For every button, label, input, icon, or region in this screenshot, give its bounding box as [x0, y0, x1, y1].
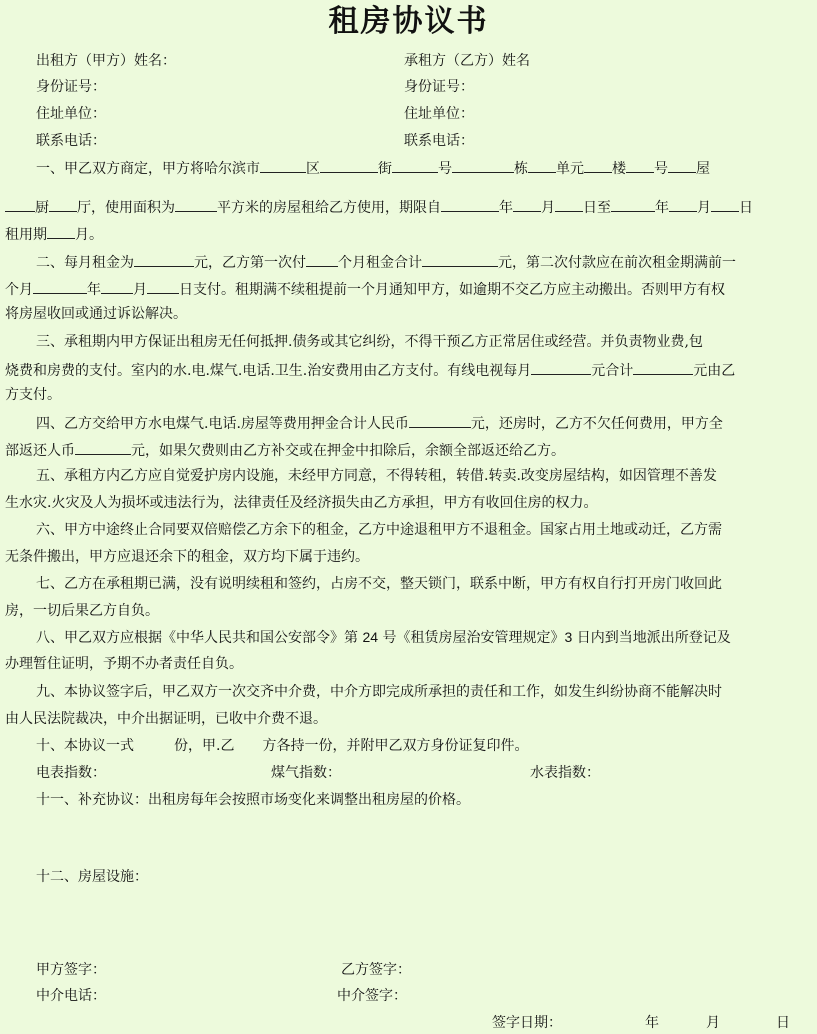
blank-room-number — [626, 158, 654, 173]
clause-1-line-3 — [5, 224, 103, 244]
sign-date-year: 年 — [645, 1015, 659, 1031]
clause-9-line-1: 九、本协议签字后，甲乙双方一次交齐中介费，中介方即完成所承担的责任和工作，如发生纠纷协商不能解决时 — [36, 684, 722, 700]
clause-3-line-2 — [5, 360, 735, 380]
clause-1-line-1 — [36, 158, 710, 178]
clause-text: 元合计 — [591, 363, 634, 379]
clause-9-line-2: 由人民法院裁决，中介出据证明，已收中介费不退。 — [5, 711, 327, 727]
blank-cable-monthly — [531, 360, 591, 375]
clause-text: 月 — [133, 282, 147, 298]
clause-text: 号 — [654, 161, 668, 177]
clause-12: 十二、房屋设施： — [36, 869, 148, 885]
clause-8-line-1 — [36, 628, 731, 647]
clause-text: 年 — [655, 200, 669, 216]
clause-8-line-2: 办理暂住证明，予期不办者责任自负。 — [5, 656, 243, 672]
clause-text: 号 — [438, 161, 452, 177]
clause-11: 十一、补充协议：出租房每年会按照市场变化来调整出租房屋的价格。 — [36, 792, 470, 808]
clause-text: 月 — [697, 200, 711, 216]
clause-text: 租用期 — [5, 227, 47, 243]
clause-text: 个月 — [5, 282, 33, 298]
blank-refund — [75, 440, 131, 455]
clause-text: 日 — [739, 200, 753, 216]
clause-1-line-2 — [5, 197, 753, 217]
blank-floor — [584, 158, 612, 173]
blank-street — [320, 158, 378, 173]
sign-date-month: 月 — [706, 1015, 720, 1031]
clause-text: 元，第二次付款应在前次租金期满前一 — [498, 255, 736, 271]
electric-meter-label: 电表指数： — [36, 765, 106, 781]
party-a-signature-label: 甲方签字： — [36, 962, 106, 978]
clause-5-line-2: 生水灾.火灾及人为损坏或违法行为，法律责任及经济损失由乙方承担，甲方有收回住房的权力。 — [5, 495, 598, 511]
clause-text: 厨 — [35, 200, 49, 216]
blank-kitchen — [5, 197, 35, 212]
clause-10 — [36, 737, 528, 755]
clause-3-line-3: 方支付。 — [5, 387, 61, 403]
blank-building — [452, 158, 514, 173]
clause-6-line-1: 六、甲方中途终止合同要双倍赔偿乙方余下的租金，乙方中途退租甲方不退租金。国家占用土地或动迁，乙方需 — [36, 522, 722, 538]
blank-monthly-rent — [134, 252, 194, 267]
blank-end-month — [669, 197, 697, 212]
clause-text: 日内到当地派出所登记及 — [572, 630, 731, 646]
clause-text: 街 — [378, 161, 392, 177]
blank-area — [175, 197, 217, 212]
lessee-phone-label: 联系电话： — [404, 133, 474, 149]
clause-text: 年 — [87, 282, 101, 298]
clause-2-line-3: 将房屋收回或通过诉讼解决。 — [5, 306, 187, 322]
blank-hall — [49, 197, 77, 212]
clause-text: 方各持一份，并附甲乙双方身份证复印件。 — [262, 738, 529, 754]
lessor-id-label: 身份证号： — [36, 79, 106, 95]
days-number: 3 — [564, 629, 573, 645]
gas-meter-label: 煤气指数： — [271, 765, 341, 781]
lessor-phone-label: 联系电话： — [36, 133, 106, 149]
blank-first-months — [306, 252, 338, 267]
blank-start-year — [441, 197, 499, 212]
clause-4-line-1 — [36, 413, 723, 433]
blank-deposit — [409, 413, 471, 428]
blank-start-month — [513, 197, 541, 212]
clause-text: 屋 — [696, 161, 710, 177]
clause-7-line-2: 房，一切后果乙方自负。 — [5, 603, 159, 619]
blank-pay-month — [101, 279, 133, 294]
blank-cable-total — [633, 360, 693, 375]
clause-text: 元由乙 — [693, 363, 736, 379]
blank-district — [260, 158, 306, 173]
blank-start-day — [555, 197, 583, 212]
clause-text: 一、甲乙双方商定，甲方将哈尔滨市 — [36, 161, 260, 177]
clause-4-line-2 — [5, 440, 565, 460]
clause-2-line-2 — [5, 279, 725, 299]
clause-3-line-1: 三、承租期内甲方保证出租房无任何抵押.债务或其它纠纷，不得干预乙方正常居住或经营。并负责物业费,包 — [36, 334, 703, 350]
clause-text: 日支付。租期满不续租提前一个月通知甲方，如逾期不交乙方应主动搬出。否则甲方有权 — [179, 282, 725, 298]
agent-signature-label: 中介签字： — [337, 988, 407, 1004]
clause-text: 份，甲.乙 — [174, 738, 235, 754]
clause-6-line-2: 无条件搬出，甲方应退还余下的租金，双方均下属于违约。 — [5, 549, 369, 565]
blank-pay-day — [147, 279, 179, 294]
lessee-address-label: 住址单位： — [404, 106, 474, 122]
clause-text: 区 — [306, 161, 320, 177]
blank-first-total — [422, 252, 498, 267]
clause-text: 四、乙方交给甲方水电煤气.电话.房屋等费用押金合计人民币 — [36, 416, 409, 432]
clause-text: 十、本协议一式 — [36, 738, 134, 754]
clause-text: 厅，使用面积为 — [77, 200, 175, 216]
blank-rooms — [668, 158, 696, 173]
clause-text: 月。 — [75, 227, 103, 243]
blank-pay-year — [33, 279, 87, 294]
clause-text: 元，还房时，乙方不欠任何费用，甲方全 — [470, 416, 723, 432]
clause-5-line-1: 五、承租方内乙方应自觉爱护房内设施，未经甲方同意，不得转租，转借.转卖.改变房屋结构，如因管理不善发 — [36, 468, 717, 484]
lessee-name-label: 承租方（乙方）姓名 — [404, 53, 530, 69]
clause-text: 元，如果欠费则由乙方补交或在押金中扣除后，余额全部返还给乙方。 — [131, 443, 565, 459]
clause-text: 单元 — [556, 161, 584, 177]
clause-text: 平方米的房屋租给乙方使用，期限自 — [217, 200, 441, 216]
decree-number: 24 — [362, 629, 379, 645]
clause-2-line-1 — [36, 252, 736, 272]
blank-unit — [528, 158, 556, 173]
clause-text: 元，乙方第一次付 — [194, 255, 306, 271]
blank-term — [47, 224, 75, 239]
clause-text: 二、每月租金为 — [36, 255, 134, 271]
clause-text: 烧费和房费的支付。室内的水.电.煤气.电话.卫生.治安费用由乙方支付。有线电视每月 — [5, 363, 532, 379]
sign-date-label: 签字日期： — [492, 1015, 562, 1031]
clause-text: 日至 — [583, 200, 611, 216]
lessee-id-label: 身份证号： — [404, 79, 474, 95]
blank-number — [392, 158, 438, 173]
clause-text: 年 — [499, 200, 513, 216]
page-title: 租房协议书 — [328, 4, 489, 39]
sign-date-day: 日 — [776, 1015, 790, 1031]
clause-text: 号《租赁房屋治安管理规定》 — [378, 630, 565, 646]
clause-text: 楼 — [612, 161, 626, 177]
blank-end-day — [711, 197, 739, 212]
lessor-address-label: 住址单位： — [36, 106, 106, 122]
clause-text: 个月租金合计 — [338, 255, 422, 271]
party-b-signature-label: 乙方签字： — [341, 962, 411, 978]
lessor-name-label: 出租方（甲方）姓名： — [36, 53, 176, 69]
blank-end-year — [611, 197, 655, 212]
clause-text: 八、甲乙双方应根据《中华人民共和国公安部令》第 — [36, 630, 363, 646]
clause-7-line-1: 七、乙方在承租期已满，没有说明续租和签约，占房不交，整天锁门，联系中断，甲方有权自行打开房门收回此 — [36, 576, 722, 592]
clause-text: 栋 — [514, 161, 528, 177]
water-meter-label: 水表指数： — [530, 765, 600, 781]
agent-phone-label: 中介电话： — [36, 988, 106, 1004]
clause-text: 部返还人币 — [5, 443, 75, 459]
clause-text: 月 — [541, 200, 555, 216]
